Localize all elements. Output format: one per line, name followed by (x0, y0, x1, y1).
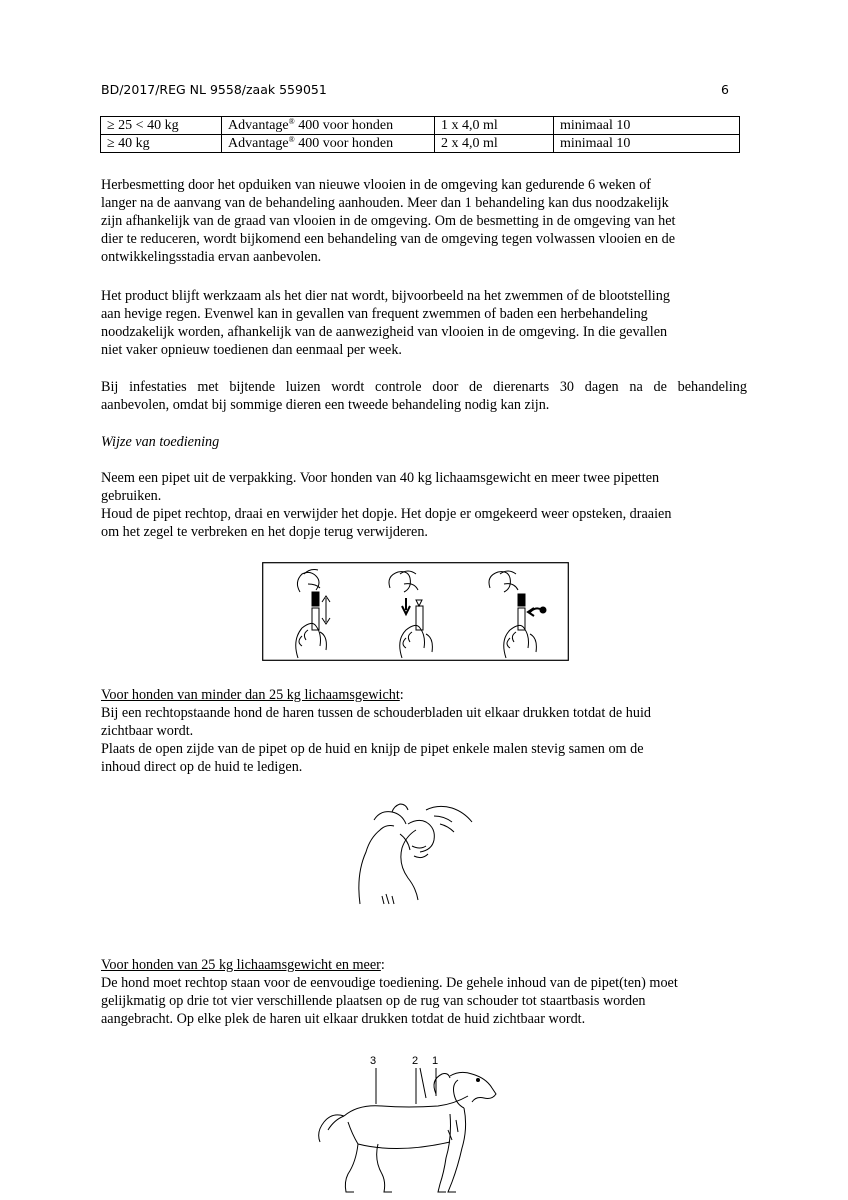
reinfestation-paragraph: Herbesmetting door het opduiken van nieuwe vlooien in de omgeving kan gedurende 6 weken of langer na de aanvang van de behandeling aanhouden. Meer dan 1 behandeling kan dus noodzakelijk zijn afhankelijk van de graad van vlooien in de omgeving. Om de besmetting in de omgeving van het dier te reduceren, wordt bijkomend een behandeling van de omgeving tegen volwassen vlooien en de ontwikkelingsstadia ervan aanbevolen. (101, 177, 676, 265)
interval-cell: minimaal 10 (554, 117, 740, 135)
pipettes-cell: 2 x 4,0 ml (435, 135, 554, 153)
pipet-step-1 (296, 570, 330, 659)
product-cell: Advantage® 400 voor honden (222, 117, 435, 135)
dog-application-sites-illustration (318, 1050, 508, 1196)
weight-cell: ≥ 25 < 40 kg (101, 117, 222, 135)
lice-paragraph: Bij infestaties met bijtende luizen wordt controle door de dierenarts 30 dagen na de behandeling aanbevolen, omdat bij sommige dieren een tweede behandeling nodig kan zijn. (101, 379, 747, 413)
method-paragraph: Neem een pipet uit de verpakking. Voor honden van 40 kg lichaamsgewicht en meer twee pipetten gebruiken. Houd de pipet rechtop, draai en verwijder het dopje. Het dopje er omgekeerd weer opsteken, draaien om het zegel te verbreken en het dopje terug verwijderen. (101, 470, 672, 540)
pipet-opening-illustration (262, 562, 569, 661)
water-paragraph: Het product blijft werkzaam als het dier nat wordt, bijvoorbeeld na het zwemmen of de blootstelling aan hevige regen. Evenwel kan in gevallen van frequent zwemmen of baden een herbehandeling noodzakelijk worden, afhankelijk van de aanwezigheid van vlooien in de omgeving. In die gevallen niet vaker opnieuw toedienen dan eenmaal per week. (101, 288, 670, 358)
pipet-step-2 (389, 571, 432, 658)
pipettes-cell: 1 x 4,0 ml (435, 117, 554, 135)
large-dog-section: Voor honden van 25 kg lichaamsgewicht en meer: De hond moet rechtop staan voor de eenvoudige toediening. De gehele inhoud van de pipet(ten) moet gelijkmatig op drie tot vier verschillende plaatsen op de rug van schouder tot staartbasis worden aangebracht. Op elke plek de haren uit elkaar drukken totdat de huid zichtbaar wordt. (101, 956, 741, 1028)
table-row (101, 117, 740, 135)
weight-cell: ≥ 40 kg (101, 135, 222, 153)
dosage-table (100, 116, 740, 153)
site-label-1: 1 (432, 1055, 439, 1067)
document-reference: BD/2017/REG NL 9558/zaak 559051 (101, 82, 327, 97)
small-dog-section: Voor honden van minder dan 25 kg lichaamsgewicht: Bij een rechtopstaande hond de haren tussen de schouderbladen uit elkaar drukken totdat de huid zichtbaar wordt. Plaats de open zijde van de pipet op de huid en knijp de pipet enkele malen stevig samen om de inhoud direct op de huid te ledigen. (101, 686, 741, 776)
large-dog-heading: Voor honden van 25 kg lichaamsgewicht en meer: (101, 957, 385, 973)
small-dog-application-illustration (356, 800, 476, 906)
site-label-2: 2 (412, 1055, 419, 1067)
product-cell: Advantage® 400 voor honden (222, 135, 435, 153)
page-number: 6 (721, 82, 729, 97)
interval-cell: minimaal 10 (554, 135, 740, 153)
method-heading: Wijze van toediening (101, 434, 220, 450)
site-label-3: 3 (370, 1055, 377, 1067)
small-dog-heading: Voor honden van minder dan 25 kg lichaamsgewicht: (101, 687, 404, 703)
table-row (101, 135, 740, 153)
pipet-step-3 (489, 571, 546, 658)
